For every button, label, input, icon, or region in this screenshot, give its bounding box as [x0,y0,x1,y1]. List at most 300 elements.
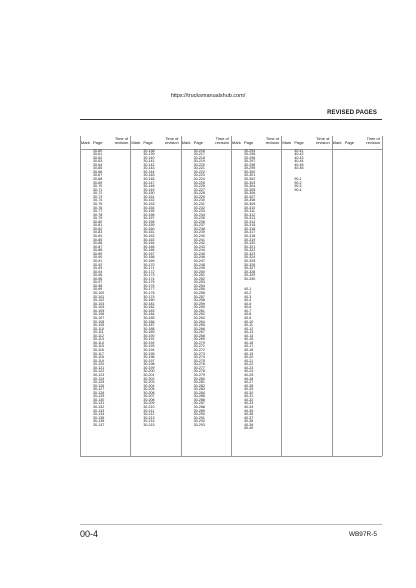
table-column-4 [231,136,281,456]
page-entry: 30-72 [93,191,103,196]
page-entry: 30-212 [143,412,155,417]
model-name: WB97R-5 [348,531,377,538]
mark-header: Mark [332,140,342,145]
page-entry: 30-296 [244,155,256,160]
page-entry: 30-105 [93,308,105,313]
page-entry: 30-269 [193,337,205,342]
page-entry: 30-60 [93,148,103,153]
page-entry: 40-33 [244,401,254,406]
page-entry: 30-226 [193,184,205,189]
page-entry: 40-3 [244,294,252,299]
page-entry: 30-151 [143,194,155,199]
page-entry: 30-297 [244,159,256,164]
page-entry: 30-149 [143,187,155,192]
page-entry: 30-248 [193,262,205,267]
page-entry: 30-233 [193,209,205,214]
page-entry: 30-265 [193,323,205,328]
header-rule [80,119,382,120]
page-entry: 30-191 [143,337,155,342]
page-list [194,150,205,428]
footer-rule [80,524,382,525]
page-entry: 30-114 [93,340,104,345]
page-entry: 30-323 [244,251,256,256]
page-entry: 40-1 [244,287,252,292]
page-entry: 40-31 [244,394,254,399]
page-entry: 40-20 [244,355,254,360]
time-of-revision-header: Time of revision [265,136,280,146]
page-entry: 30-330 [244,276,256,281]
page-entry: 30-329 [244,273,256,278]
page-entry: 30-172 [143,269,155,274]
page-entry: 30-222 [193,169,205,174]
page-entry: 30-236 [193,219,205,224]
page-entry: 30-130 [93,397,105,402]
page-entry: 30-112 [93,333,104,338]
page-entry: 30-245 [193,251,205,256]
mark-header: Mark [131,140,141,145]
page-entry: 30-164 [143,241,155,246]
page-entry: 30-111 [93,330,104,335]
page-entry: 30-103 [93,301,105,306]
page-entry: 30-279 [193,372,205,377]
page-entry: 30-161 [143,230,155,235]
page-entry: 30-218 [193,155,205,160]
page-entry: 40-10 [244,319,254,324]
page-entry: 30-293 [193,422,205,427]
page-entry: 30-274 [193,355,205,360]
table-column-1 [80,136,130,456]
page-entry: 30-107 [93,315,105,320]
page-entry: 40-15 [244,337,254,342]
page-entry: 30-75 [93,201,103,206]
column-divider [332,136,333,456]
page-entry: 30-131 [93,401,105,406]
page-entry: 40-17 [244,344,254,349]
page-entry: 30-71 [93,187,103,192]
page-entry: 30-257 [193,294,205,299]
page-entry: 40-28 [244,383,254,388]
page-entry: 30-326 [244,262,256,267]
page-entry: 30-237 [193,223,205,228]
page-entry: 30-315 [244,223,256,228]
page-entry: 30-209 [143,401,155,406]
page-entry: 30-88 [93,248,103,253]
mark-header: Mark [181,140,191,145]
page-entry: 40-25 [244,372,254,377]
page-entry: 30-117 [93,351,104,356]
page-entry: 30-81 [93,223,103,228]
page-entry: 30-189 [143,330,155,335]
page-entry: 30-109 [93,323,105,328]
page-entry: 40-6 [244,305,252,310]
page-entry: 30-156 [143,212,155,217]
page-entry: 30-278 [193,369,205,374]
page-entry: 30-221 [193,166,205,171]
page-entry: 40-9 [244,315,252,320]
page-entry: 40-32 [244,397,254,402]
page-entry: 90-2 [294,180,302,185]
page-entry: 30-219 [193,159,205,164]
page-entry: 30-239 [193,230,205,235]
page-entry: 30-178 [143,291,155,295]
page-entry: 30-62 [93,155,103,160]
page-entry: 30-201 [143,372,155,377]
table-column-6 [332,136,382,456]
page-entry: 30-145 [143,173,155,178]
time-of-revision-header: Time of revision [366,136,381,146]
page-entry: 30-133 [93,408,105,413]
page-entry: 30-259 [193,301,205,306]
page-entry: 30-299 [244,166,256,171]
page-entry: 30-309 [244,201,256,206]
page-entry: 30-210 [143,405,155,409]
page-header: Page [244,140,254,145]
page-entry: 30-63 [93,159,103,164]
page-entry: 30-80 [93,219,103,224]
page-entry: 30-234 [193,212,205,217]
page-entry: 30-141 [143,159,155,164]
page-entry: 30-300 [244,169,256,174]
page-entry: 30-242 [193,241,205,246]
page-entry: 30-144 [143,169,155,174]
page-header: Page [143,140,153,145]
page-entry: 30-127 [93,387,105,392]
page-entry: 30-263 [193,315,205,320]
page-entry: 30-282 [193,383,205,388]
page-entry: 40-43 [294,155,304,160]
page-entry: 30-280 [193,376,205,381]
page-entry: 30-61 [93,152,103,157]
page-entry: 30-97 [93,280,103,285]
page-entry: 90-4 [294,187,302,192]
page-entry: 30-165 [143,244,155,249]
page-entry: 40-11 [244,323,253,328]
page-entry: 30-267 [193,330,205,335]
time-of-revision-header: Time of revision [114,136,129,146]
page-entry: 30-171 [143,266,155,271]
page-entry: 30-312 [244,212,256,217]
page-entry: 30-268 [193,333,205,338]
page-entry: 30-136 [93,419,105,424]
page-entry: 30-231 [193,201,205,206]
page-entry: 30-157 [143,216,155,221]
page-entry: 30-277 [193,365,205,370]
page-entry: 30-162 [143,234,155,238]
page-entry: 30-154 [143,205,155,210]
page-entry: 30-224 [193,177,205,181]
page-entry: 30-104 [93,305,105,310]
table-column-5 [281,136,331,456]
page-entry: 30-246 [193,255,205,260]
page-entry: 40-40 [244,426,254,431]
page-entry: 40-5 [244,301,252,306]
page-entry: 30-138 [143,148,155,153]
page-entry: 30-92 [93,262,103,267]
page-entry: 30-266 [193,326,205,331]
page-entry: 40-8 [244,312,252,317]
page-list [93,150,104,428]
page-entry: 30-128 [93,390,105,395]
column-header [181,136,231,148]
page-entry: 30-325 [244,258,256,263]
page-entry: 30-65 [93,166,103,171]
page-entry: 30-241 [193,237,205,242]
page-entry: 30-183 [143,308,155,313]
page-entry: 30-137 [93,422,105,427]
page-entry: 30-148 [143,184,155,189]
page-entry: 30-298 [244,162,256,167]
page-entry: 40-16 [244,340,254,345]
page-entry: 30-316 [244,226,256,231]
url-header: https://trucksmanualshub.com/ [170,93,246,99]
page-entry: 30-281 [193,380,205,385]
page-entry: 30-324 [244,255,256,260]
page-entry: 30-303 [244,180,256,185]
column-header [281,136,331,148]
page-entry: 30-217 [193,152,205,157]
page-entry: 30-95 [93,273,103,278]
table-column-3 [181,136,231,456]
page-entry: 30-159 [143,223,155,228]
page-entry: 30-123 [93,372,105,377]
page-entry: 40-37 [244,415,254,420]
page-entry: 30-289 [193,408,205,413]
page-entry: 30-100 [93,291,105,295]
page-entry: 30-301 [244,173,256,178]
page-entry: 40-27 [244,380,254,385]
page-entry: 40-38 [244,419,254,424]
page-entry: 40-26 [244,376,254,381]
page-entry: 30-87 [93,244,103,249]
page-entry: 30-272 [193,348,205,352]
page-entry: 30-243 [193,244,205,249]
page-entry: 30-287 [193,401,205,406]
page-entry: 30-98 [93,283,103,288]
page-entry: 30-225 [193,180,205,185]
page-entry: 40-24 [244,369,254,374]
page-entry: 30-184 [143,312,155,317]
page-list [244,150,255,431]
page-entry: 30-261 [193,308,205,313]
page-entry: 40-34 [244,405,254,409]
page-entry: 40-19 [244,351,254,356]
page-entry: 40-2 [244,291,252,295]
page-entry: 30-116 [93,348,104,352]
page-entry: 30-238 [193,226,205,231]
page-entry: 40-39 [244,422,254,427]
page-list [294,150,303,193]
page-entry: 30-185 [143,315,155,320]
page-entry: 30-213 [143,415,155,420]
page-entry: 30-328 [244,269,256,274]
page-entry: 30-290 [193,412,205,417]
page-entry: 30-229 [193,194,205,199]
page-entry: 30-113 [93,337,104,342]
page-entry: 30-247 [193,258,205,263]
page-entry: 30-271 [193,344,205,349]
page-entry: 30-181 [143,301,155,306]
page-entry: 30-251 [193,273,205,278]
page-entry: 40-30 [244,390,254,395]
page-entry: 30-99 [93,287,103,292]
page-entry: 30-77 [93,209,103,214]
column-header [231,136,281,148]
page-entry: 30-306 [244,191,256,196]
page-entry: 30-320 [244,241,256,246]
page-entry: 30-176 [143,283,155,288]
page-entry: 30-207 [143,394,155,399]
page-entry: 30-199 [143,365,155,370]
page-entry: 30-192 [143,340,155,345]
page-entry: 30-264 [193,319,205,324]
page-entry: 40-29 [244,387,254,392]
page-entry: 30-253 [193,280,205,285]
page-entry: 40-21 [244,358,254,363]
page-entry: 30-214 [143,419,155,424]
page-entry: 40-4 [244,298,252,303]
page-entry: 30-188 [143,326,155,331]
page-header: Page [294,140,304,145]
page-entry: 30-255 [193,287,205,292]
page-entry: 30-153 [143,201,155,206]
page-entry: 30-174 [143,276,155,281]
page-entry: 30-284 [193,390,205,395]
page-entry: 30-124 [93,376,105,381]
page-entry: 30-216 [193,148,205,153]
page-entry: 40-12 [244,326,254,331]
page-entry: 30-270 [193,340,205,345]
page-entry: 30-211 [143,408,155,413]
page-entry: 30-170 [143,262,155,267]
page-entry: 30-197 [143,358,155,363]
page-entry: 30-175 [143,280,155,285]
page-entry: 30-78 [93,212,103,217]
page-entry: 30-73 [93,194,103,199]
page-entry: 30-230 [193,198,205,203]
column-header [130,136,180,148]
page-entry: 40-13 [244,330,254,335]
page-entry: 30-294 [244,148,256,153]
mark-header: Mark [81,140,90,145]
page-entry: 30-186 [143,319,155,324]
page-entry: 30-167 [143,251,155,256]
column-divider [130,136,131,456]
page-entry: 30-249 [193,266,205,271]
page-header: Page [193,140,203,145]
page-entry: 30-232 [193,205,205,210]
page-entry: 30-68 [93,177,103,181]
page-entry: 30-86 [93,241,103,246]
page-entry: 30-254 [193,283,205,288]
column-header [332,136,382,148]
page-entry: 30-262 [193,312,205,317]
page-entry: 30-166 [143,248,155,253]
page-entry: 30-147 [143,180,155,185]
page-entry: 30-173 [143,273,155,278]
page-entry: 40-44 [294,159,304,164]
page-entry: 30-139 [143,152,155,157]
page-entry: 30-318 [244,234,256,238]
page-entry: 30-101 [93,294,105,299]
page-entry: 30-74 [93,198,103,203]
page-entry: 30-119 [93,358,104,363]
page-entry: 30-93 [93,266,103,271]
page-entry: 30-169 [143,258,155,263]
section-title: REVISED PAGES [327,110,377,116]
page-entry: 30-196 [143,355,155,360]
page-entry: 30-250 [193,269,205,274]
page-entry: 30-85 [93,237,103,242]
mark-header: Mark [232,140,241,145]
page-entry: 30-89 [93,251,103,256]
page-entry: 30-121 [93,365,105,370]
page-entry: 30-286 [193,397,205,402]
page-entry: 30-129 [93,394,105,399]
page-entry: 30-260 [193,305,205,310]
page-entry: 30-132 [93,405,105,409]
page-entry: 40-41 [294,148,304,153]
page-entry: 30-252 [193,276,205,281]
page-entry: 40-22 [244,362,254,367]
page-entry: 30-67 [93,173,103,178]
page-entry: 30-118 [93,355,104,360]
page-entry: 30-223 [193,173,205,178]
table-column-2 [130,136,180,456]
page-list [143,150,154,428]
page-entry: 30-304 [244,184,256,189]
page-entry: 30-115 [93,344,104,349]
page-entry: 30-204 [143,383,155,388]
page-entry: 30-240 [193,234,205,238]
page-entry: 30-179 [143,294,155,299]
page-entry: 30-83 [93,230,103,235]
page-entry: 30-126 [93,383,105,388]
page-entry: 30-200 [143,369,155,374]
page-entry: 30-273 [193,351,205,356]
page-entry: 30-69 [93,180,103,185]
page-entry: 30-203 [143,380,155,385]
page-entry: 30-140 [143,155,155,160]
time-of-revision-header: Time of revision [315,136,330,146]
page-entry: 30-321 [244,244,256,249]
page-entry: 30-227 [193,187,205,192]
page-entry: 30-146 [143,177,155,181]
page-entry: 30-235 [193,216,205,221]
page-entry: 30-322 [244,248,256,253]
page-entry: 90-1 [294,177,302,181]
table-bottom-border [80,456,382,457]
page-entry: 30-276 [193,362,205,367]
page-entry: 30-76 [93,205,103,210]
page-entry: 30-190 [143,333,155,338]
page-entry: 30-195 [143,351,155,356]
time-of-revision-header: Time of revision [164,136,179,146]
page-entry: 30-313 [244,216,256,221]
page-entry: 30-125 [93,380,105,385]
page-entry: 40-46 [294,166,304,171]
column-divider [382,136,383,456]
page-entry: 30-152 [143,198,155,203]
column-header [80,136,130,148]
page-entry: 30-228 [193,191,205,196]
page-entry: 30-283 [193,387,205,392]
page-entry: 30-311 [244,209,255,214]
page-entry: 30-310 [244,205,256,210]
page-entry: 30-187 [143,323,155,328]
page-entry: 30-180 [143,298,155,303]
page-entry: 30-143 [143,166,155,171]
page-entry: 30-142 [143,162,155,167]
